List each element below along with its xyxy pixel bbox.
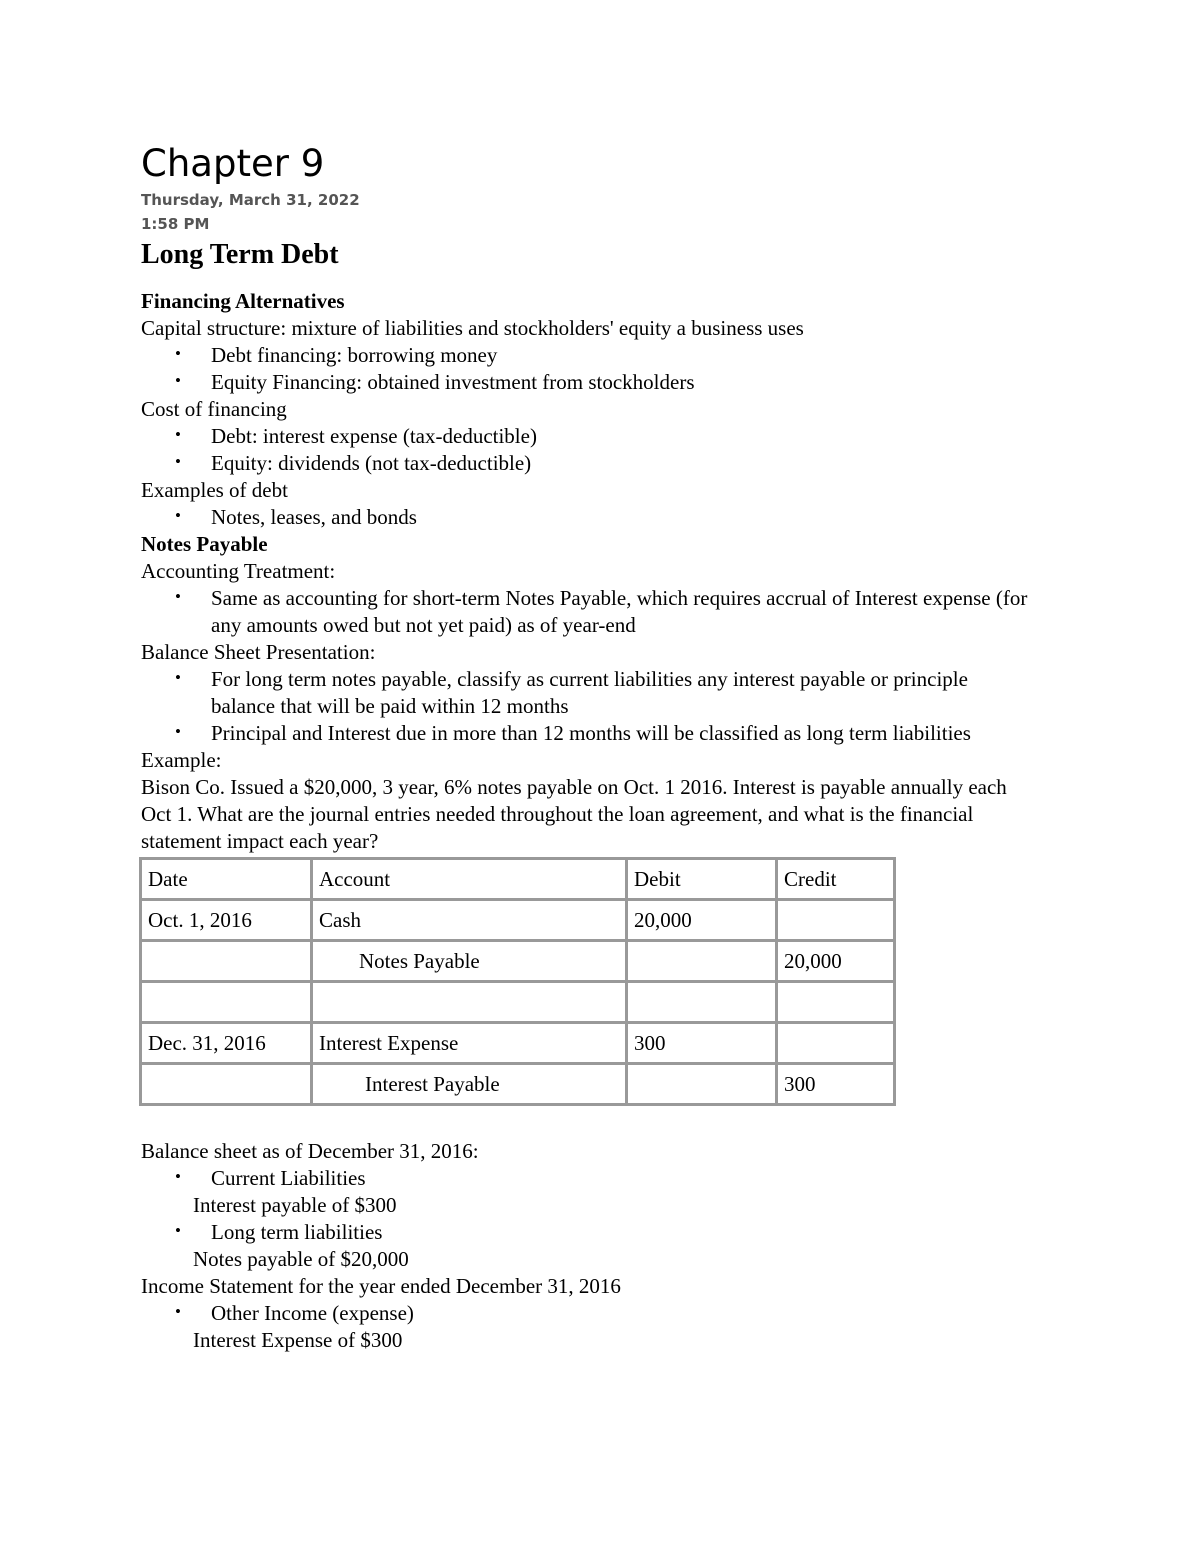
financing-alternatives-heading: Financing Alternatives (141, 289, 345, 313)
table-cell: 20,000 (627, 900, 777, 941)
table-cell (777, 982, 895, 1023)
list-item: • Same as accounting for short-term Notes Payable, which requires accrual of Interest expense (for any amounts owed but not yet paid) as of year-end (175, 586, 1028, 637)
page-title: Chapter 9 (141, 142, 325, 185)
table-cell (141, 982, 312, 1023)
bullet-icon: • (175, 722, 181, 741)
credit-account-name: Notes Payable (359, 948, 480, 973)
journal-entries-table (139, 857, 896, 1106)
list-item: • Equity Financing: obtained investment from stockholders (175, 370, 695, 394)
table-cell: 300 (627, 1023, 777, 1064)
bullet-icon: • (175, 425, 181, 444)
note-date: Thursday, March 31, 2022 (141, 191, 360, 209)
example-label: Example: (141, 748, 222, 772)
table-row (141, 900, 895, 941)
table-cell (312, 941, 627, 982)
list-item: • For long term notes payable, classify as current liabilities any interest payable or principle balance that will be paid within 12 months (175, 667, 968, 718)
table-cell: Cash (312, 900, 627, 941)
section-heading: Long Term Debt (141, 239, 339, 270)
cost-of-financing-label: Cost of financing (141, 397, 287, 421)
bullet-icon: • (175, 452, 181, 471)
balance-sheet-detail: Interest payable of $300 (193, 1193, 397, 1217)
balance-sheet-list (141, 1165, 1041, 1192)
table-cell (141, 941, 312, 982)
table-row (141, 941, 895, 982)
balance-sheet-list (141, 1219, 1041, 1246)
balance-sheet-presentation-list (141, 666, 1041, 747)
list-item: • Debt financing: borrowing money (175, 343, 498, 367)
list-item: • Equity: dividends (not tax-deductible) (175, 451, 532, 475)
table-cell (312, 1064, 627, 1105)
list-item: • Other Income (expense) (175, 1301, 414, 1325)
table-row (141, 1023, 895, 1064)
table-row (141, 982, 895, 1023)
cost-of-financing-list (141, 423, 1041, 477)
list-item: • Principal and Interest due in more than 12 months will be classified as long term liabilities (175, 721, 971, 745)
credit-account-name: Interest Payable (365, 1071, 500, 1096)
accounting-treatment-label: Accounting Treatment: (141, 559, 336, 583)
balance-sheet-presentation-label: Balance Sheet Presentation: (141, 640, 376, 664)
table-cell (777, 900, 895, 941)
balance-sheet-label: Balance sheet as of December 31, 2016: (141, 1139, 479, 1163)
income-statement-list (141, 1300, 1041, 1327)
table-row (141, 1064, 895, 1105)
table-header-row (141, 859, 895, 900)
table-header-cell: Credit (777, 859, 895, 900)
example-text: Bison Co. Issued a $20,000, 3 year, 6% notes payable on Oct. 1 2016. Interest is payable annually each Oct 1. What are the journal entries needed throughout the loan agreement, and what is the financial statement impact each year? (141, 775, 1007, 853)
table-cell: 300 (777, 1064, 895, 1105)
examples-of-debt-list (141, 504, 1041, 531)
table-cell (627, 982, 777, 1023)
table-header-cell: Debit (627, 859, 777, 900)
bullet-icon: • (175, 668, 181, 687)
table-cell: Oct. 1, 2016 (141, 900, 312, 941)
note-page (141, 140, 1041, 1354)
bullet-icon: • (175, 587, 181, 606)
table-cell: Dec. 31, 2016 (141, 1023, 312, 1064)
table-cell (627, 1064, 777, 1105)
list-item: • Current Liabilities (175, 1166, 366, 1190)
table-cell: Interest Expense (312, 1023, 627, 1064)
balance-sheet-detail: Notes payable of $20,000 (193, 1247, 409, 1271)
table-header-cell: Account (312, 859, 627, 900)
bullet-icon: • (175, 506, 181, 525)
bullet-icon: • (175, 344, 181, 363)
table-cell: 20,000 (777, 941, 895, 982)
bullet-icon: • (175, 1167, 181, 1186)
table-cell (627, 941, 777, 982)
bullet-icon: • (175, 371, 181, 390)
list-item: • Long term liabilities (175, 1220, 383, 1244)
bullet-icon: • (175, 1221, 181, 1240)
table-header-cell: Date (141, 859, 312, 900)
table-cell (312, 982, 627, 1023)
list-item: • Debt: interest expense (tax-deductible) (175, 424, 537, 448)
bullet-icon: • (175, 1302, 181, 1321)
accounting-treatment-list (141, 585, 1041, 639)
table-cell (777, 1023, 895, 1064)
list-item: • Notes, leases, and bonds (175, 505, 417, 529)
income-statement-label: Income Statement for the year ended December 31, 2016 (141, 1274, 621, 1298)
note-time: 1:58 PM (141, 215, 210, 233)
notes-payable-heading: Notes Payable (141, 532, 268, 556)
examples-of-debt-label: Examples of debt (141, 478, 288, 502)
capital-structure-text: Capital structure: mixture of liabilities and stockholders' equity a business uses (141, 316, 804, 340)
table-cell (141, 1064, 312, 1105)
income-statement-detail: Interest Expense of $300 (193, 1328, 403, 1352)
capital-structure-list (141, 342, 1041, 396)
blank-line (141, 1106, 1041, 1138)
